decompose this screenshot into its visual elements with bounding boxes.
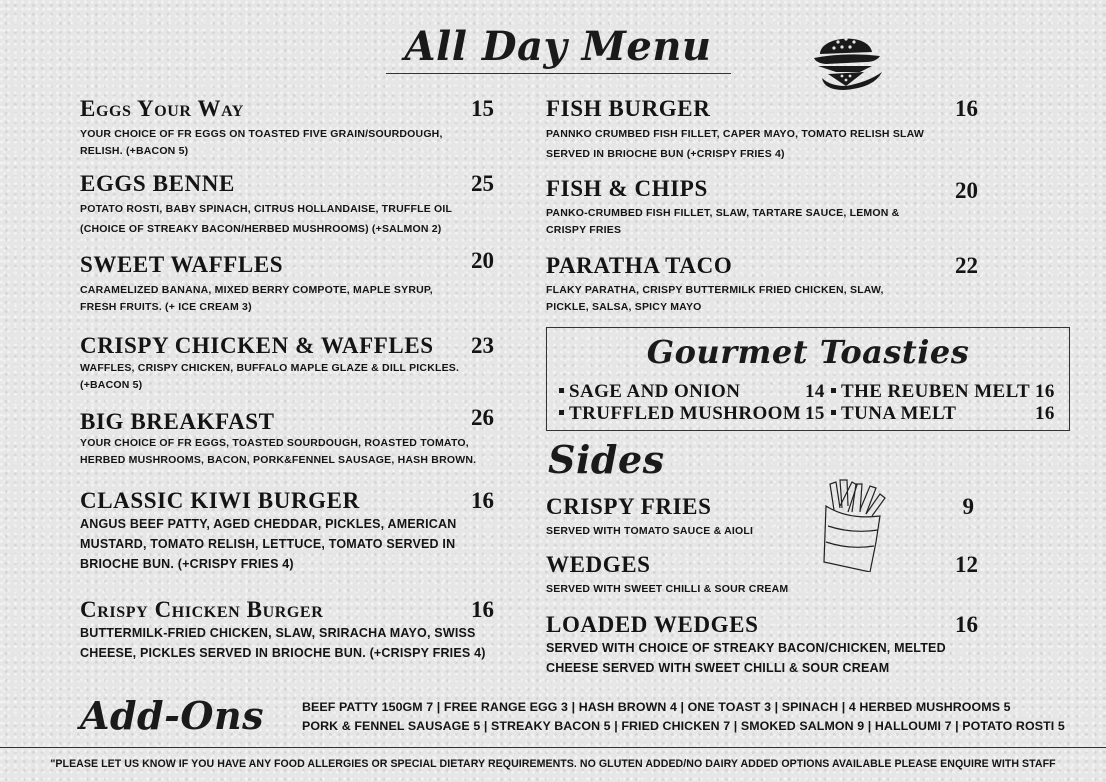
side-item bbox=[546, 612, 978, 678]
item-name: PARATHA TACO bbox=[546, 253, 733, 278]
item-desc: YOUR CHOICE OF FR EGGS ON TOASTED FIVE GRAIN/SOURDOUGH, RELISH. (+BACON 5) bbox=[80, 128, 443, 157]
item-name: EGGS BENNE bbox=[80, 171, 235, 196]
item-name: Eggs Your Way bbox=[80, 96, 244, 121]
addons-line: PORK & FENNEL SAUSAGE 5 | STREAKY BACON 5 | FRIED CHICKEN 7 | SMOKED SALMON 9 | HALLOUMI 7 | POTATO ROSTI 5 bbox=[302, 719, 1065, 733]
item-price: 12 bbox=[955, 552, 978, 577]
bullet-icon bbox=[559, 410, 564, 415]
item-name: CRISPY FRIES bbox=[546, 494, 712, 519]
item-desc: FLAKY PARATHA, CRISPY BUTTERMILK FRIED CHICKEN, SLAW, PICKLE, SALSA, SPICY MAYO bbox=[546, 284, 884, 313]
title-underline bbox=[386, 73, 731, 74]
item-price: 22 bbox=[955, 253, 978, 278]
menu-item bbox=[80, 96, 494, 160]
item-desc: ANGUS BEEF PATTY, AGED CHEDDAR, PICKLES, AMERICAN MUSTARD, TOMATO RELISH, LETTUCE, TOMATO SERVED IN BRIOCHE BUN. (+CRISPY FRIES 4) bbox=[80, 517, 457, 571]
item-price: 15 bbox=[471, 96, 494, 121]
menu-item bbox=[80, 333, 494, 394]
item-price: 16 bbox=[471, 488, 494, 513]
side-item bbox=[546, 552, 978, 598]
item-name: CRISPY CHICKEN & WAFFLES bbox=[80, 333, 434, 358]
toastie-item: TUNA MELT bbox=[831, 403, 956, 425]
menu-item bbox=[80, 171, 494, 239]
toastie-price: 15 bbox=[805, 403, 825, 424]
item-name: LOADED WEDGES bbox=[546, 612, 759, 637]
menu-item bbox=[80, 597, 494, 663]
menu-item bbox=[80, 488, 494, 574]
footer-divider bbox=[0, 747, 1106, 748]
item-price: 20 bbox=[955, 178, 978, 203]
menu-item bbox=[80, 248, 494, 316]
item-name: Crispy Chicken Burger bbox=[80, 597, 324, 622]
item-desc: WAFFLES, CRISPY CHICKEN, BUFFALO MAPLE GLAZE & DILL PICKLES. (+BACON 5) bbox=[80, 362, 460, 391]
toastie-item: SAGE AND ONION bbox=[559, 381, 740, 403]
bullet-icon bbox=[831, 410, 836, 415]
gourmet-toasties-box bbox=[546, 327, 1070, 431]
item-name: BIG BREAKFAST bbox=[80, 409, 275, 434]
item-desc: SERVED WITH TOMATO SAUCE & AIOLI bbox=[546, 525, 754, 537]
menu-item bbox=[80, 405, 494, 469]
item-price: 20 bbox=[471, 248, 494, 273]
item-name: CLASSIC KIWI BURGER bbox=[80, 488, 360, 513]
allergy-note: "PLEASE LET US KNOW IF YOU HAVE ANY FOOD ALLERGIES OR SPECIAL DIETARY REQUIREMENTS. NO GLUTEN ADDED/NO DAIRY ADDED OPTIONS AVAILABLE PLEASE ENQUIRE WITH STAFF bbox=[50, 758, 1056, 770]
toastie-price: 16 bbox=[1035, 381, 1055, 402]
menu-item bbox=[546, 253, 978, 316]
item-desc: CARAMELIZED BANANA, MIXED BERRY COMPOTE, MAPLE SYRUP, FRESH FRUITS. (+ ICE CREAM 3) bbox=[80, 284, 433, 313]
item-desc: YOUR CHOICE OF FR EGGS, TOASTED SOURDOUGH, ROASTED TOMATO, HERBED MUSHROOMS, BACON, PORK&FENNEL SAUSAGE, HASH BROWN. bbox=[80, 437, 477, 466]
toastie-price: 14 bbox=[805, 381, 825, 402]
item-price: 23 bbox=[471, 333, 494, 358]
item-name: FISH BURGER bbox=[546, 96, 711, 121]
item-desc: SERVED WITH CHOICE OF STREAKY BACON/CHICKEN, MELTED CHEESE SERVED WITH SWEET CHILLI & SOUR CREAM bbox=[546, 641, 946, 675]
item-price: 25 bbox=[471, 171, 494, 196]
toastie-item: THE REUBEN MELT bbox=[831, 381, 1030, 403]
item-price: 9 bbox=[962, 494, 974, 519]
item-price: 16 bbox=[955, 96, 978, 121]
bullet-icon bbox=[831, 388, 836, 393]
addons-title: Add-Ons bbox=[80, 693, 265, 738]
addons-line: BEEF PATTY 150GM 7 | FREE RANGE EGG 3 | HASH BROWN 4 | ONE TOAST 3 | SPINACH | 4 HERBED MUSHROOMS 5 bbox=[302, 700, 1011, 714]
burger-icon bbox=[806, 28, 886, 94]
item-name: FISH & CHIPS bbox=[546, 176, 708, 201]
item-price: 26 bbox=[471, 405, 494, 430]
item-desc: POTATO ROSTI, BABY SPINACH, CITRUS HOLLANDAISE, TRUFFLE OIL (CHOICE OF STREAKY BACON/HERBED MUSHROOMS) (+SALMON 2) bbox=[80, 203, 453, 235]
menu-item bbox=[546, 96, 978, 164]
menu-title: All Day Menu bbox=[404, 23, 712, 70]
side-item bbox=[546, 494, 978, 540]
bullet-icon bbox=[559, 388, 564, 393]
menu-item bbox=[546, 176, 978, 239]
item-name: SWEET WAFFLES bbox=[80, 252, 284, 277]
toasties-title: Gourmet Toasties bbox=[646, 333, 970, 371]
item-desc: PANNKO CRUMBED FISH FILLET, CAPER MAYO, TOMATO RELISH SLAW SERVED IN BRIOCHE BUN (+CRISPY FRIES 4) bbox=[546, 128, 924, 160]
item-desc: BUTTERMILK-FRIED CHICKEN, SLAW, SRIRACHA MAYO, SWISS CHEESE, PICKLES SERVED IN BRIOCHE BUN. (+CRISPY FRIES 4) bbox=[80, 626, 486, 660]
item-desc: PANKO-CRUMBED FISH FILLET, SLAW, TARTARE SAUCE, LEMON & CRISPY FRIES bbox=[546, 207, 900, 236]
item-price: 16 bbox=[471, 597, 494, 622]
item-price: 16 bbox=[955, 612, 978, 637]
sides-title: Sides bbox=[548, 437, 665, 482]
toastie-price: 16 bbox=[1035, 403, 1055, 424]
item-name: WEDGES bbox=[546, 552, 651, 577]
toastie-item: TRUFFLED MUSHROOM bbox=[559, 403, 801, 425]
item-desc: SERVED WITH SWEET CHILLI & SOUR CREAM bbox=[546, 583, 789, 595]
